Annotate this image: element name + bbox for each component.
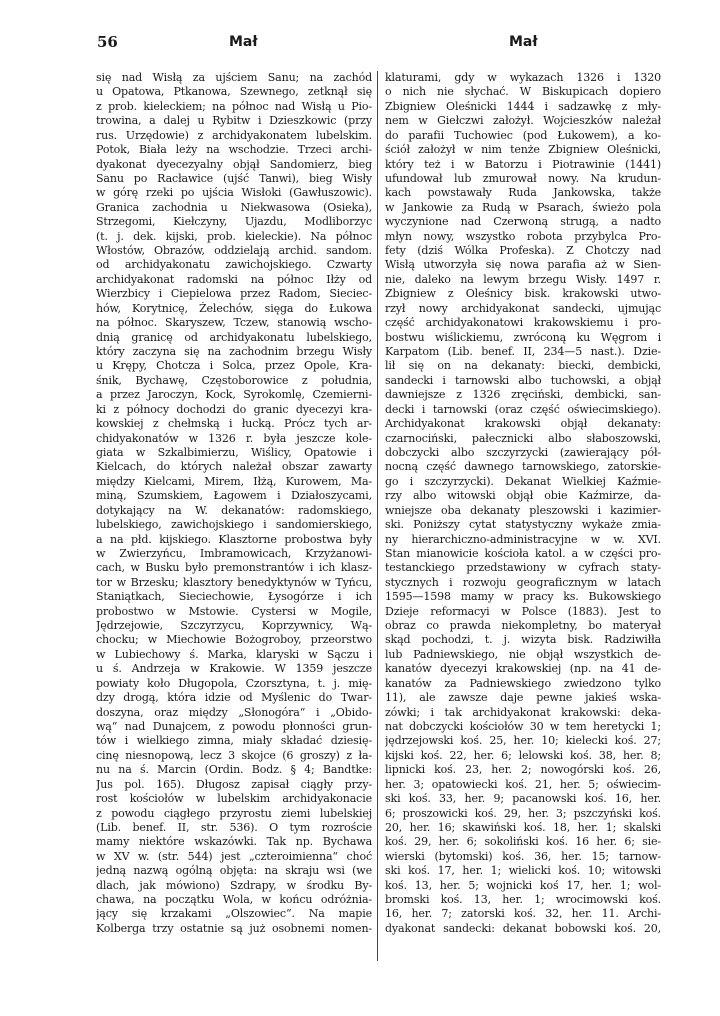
text-line: Strzegomi, Kiełczyny, Ujazdu, Modliborzyc [96,215,372,229]
text-line: dzy drogą, która idzie od Myślenic do Twar- [96,691,372,705]
text-line: w Zwierzyńcu, Imbramowicach, Krzyżanowi- [96,546,372,560]
text-line: lił się on na dekanaty: biecki, dembicki, [385,359,661,373]
text-line: rost kościołów w lubelskim archidyakonacie [96,792,372,806]
text-line: u Opatowa, Ptkanowa, Szewnego, zetknął się [96,85,372,99]
text-line: dyakonat dyecezyalny objął Sandomierz, bieg [96,157,372,171]
text-line: Potok, Biała leży na wschodzie. Trzeci archi- [96,143,372,157]
text-line: Sanu po Racławice (ujść Tanwi), bieg Wisły [96,171,372,185]
text-line: rus. Urzędowie) z archidyakonatem lubelskim. [96,128,372,142]
text-line: archidyakonat radomski na północ Iłży od [96,272,372,286]
text-line: do parafii Tuchowiec (pod Łukowem), a ko- [385,128,661,142]
text-line: go i szczyrzycki). Dekanat Wielkiej Kaźmie- [385,474,661,488]
text-line: który zaczyna się na zachodnim brzegu Wisły [96,345,372,359]
text-line: (Lib. benef. II, str. 536). O tym rozroście [96,820,372,834]
text-line: kanatów za Padniewskiego zwiedzono tylko [385,676,661,690]
text-line: ściół założył w nim tenże Zbigniew Oleśnicki, [385,143,661,157]
text-line: Jędrzejowie, Szczyrzycu, Koprzywnicy, Wą- [96,619,372,633]
text-line: cach, w Busku było premonstrantów i ich klasz- [96,561,372,575]
text-line: wą“ nad Dunajcem, z powodu płonności grun- [96,719,372,733]
text-line: 6; proszowicki koś. 29, her. 3; pszczyński koś. [385,806,661,820]
text-line: Dzieje reformacyi w Polsce (1883). Jest to [385,604,661,618]
text-line: a na płd. kijskiego. Klasztorne probostwa były [96,532,372,546]
text-line: nem w Giełczwi założył. Wojcieszków należał [385,114,661,128]
text-line: 1595—1598 mamy w pracy ks. Bukowskiego [385,590,661,604]
text-line: Zbigniew z Oleśnicy bisk. krakowski utwo- [385,287,661,301]
text-line: między Kielcami, Mirem, Iłżą, Kurowem, Ma- [96,474,372,488]
text-line: Wisłą utworzyła się nowa parafia aż w Sien- [385,258,661,272]
text-line: rzył nowy archidyakonat sandecki, ujmując [385,301,661,315]
text-line: w górę rzeki po ujścia Wisłoki (Gawłuszowic). [96,186,372,200]
text-line: ski koś. 17, her. 1; wielicki koś. 10; witowski [385,864,661,878]
text-line: Archidyakonat krakowski objął dekanaty: [385,417,661,431]
text-line: mamy niektóre wskazówki. Tak np. Bychawa [96,835,372,849]
text-line: chidyakonatów w 1326 r. była jeszcze kole- [96,431,372,445]
text-line: lub Padniewskiego, nie objął wszystkich de- [385,647,661,661]
column-divider [377,71,378,961]
text-line: Granica zachodnia u Niekwasowa (Osieka), [96,200,372,214]
text-line: dlach, jak mówiono) Szdrapy, w środku By- [96,878,372,892]
text-line: kowskiej z chełmską i łucką. Prócz tych ar- [96,417,372,431]
text-line: her. 3; opatowiecki koś. 21, her. 5; oświecim- [385,777,661,791]
text-line: rzy albo witowski objął obie Kaźmirze, da- [385,489,661,503]
page-number: 56 [97,33,118,51]
text-line: Stan mianowicie kościoła katol. a w części pro- [385,546,661,560]
text-line: miną, Szumskiem, Łagowem i Działoszycami, [96,489,372,503]
text-line: u ś. Andrzeja w Krakowie. W 1359 jeszcze [96,662,372,676]
text-line: giata w Szkalbimierzu, Wiślicy, Opatowie i [96,445,372,459]
text-line: doszyna, oraz między „Słonogóra“ i „Obido- [96,705,372,719]
text-line: z prob. kieleckiem; na północ nad Wisłą u Pio- [96,99,372,113]
text-line: koś. 13, her. 5; wojnicki koś 17, her. 1; wol- [385,878,661,892]
text-line: Włostów, Obrazów, oddzielają archid. sandom. [96,244,372,258]
text-line: Jus pol. 165). Długosz zapisał ciągły przy- [96,777,372,791]
text-line: dotykający na W. dekanatów: radomskiego, [96,503,372,517]
text-line: który też i w Batorzu i Piotrawinie (1441) [385,157,661,171]
text-line: w XV w. (str. 544) jest „czteroimienna“ choć [96,849,372,863]
text-line: tów i wielkiego zimna, miały składać dziesię- [96,734,372,748]
text-line: 20, her. 16; skawiński koś. 18, her. 1; skalski [385,820,661,834]
text-line: stycznych i rozwoju geograficznym w latach [385,575,661,589]
text-line: Kielcach, do których należał obszar zawarty [96,460,372,474]
text-line: lipnicki koś. 23, her. 2; nowogórski koś. 26, [385,763,661,777]
text-line: się nad Wisłą za ujściem Sanu; na zachód [96,71,372,84]
text-line: o nich nie słychać. W Biskupicach dopiero [385,85,661,99]
text-line: kach powstawały Ruda Jankowska, także [385,186,661,200]
text-line: fety (dziś Wólka Profeska). Z Chotczy nad [385,244,661,258]
text-line: Staniątkach, Sieciechowie, Łysogórze i ich [96,590,372,604]
text-line: Zbigniew Oleśnicki 1444 i sadzawkę z mły- [385,99,661,113]
text-line: czarnociński, pałecznicki albo słaboszowski, [385,431,661,445]
text-line: nocną część dawnego tarnowskiego, zatorskie- [385,460,661,474]
text-line: ny hierarchiczno-administracyjne w w. XVI. [385,532,661,546]
text-line: tor w Brzesku; klasztory benedyktynów w Tyńcu, [96,575,372,589]
text-line: od archidyakonatu zawichojskiego. Czwarty [96,258,372,272]
text-line: część archidyakonatowi krakowskiemu i pro- [385,316,661,330]
text-line: u Krępy, Chotcza i Solca, przez Opole, Kra- [96,359,372,373]
text-line: kanatów dyecezyi krakowskiej (np. na 41 de- [385,662,661,676]
text-line: hów, Korytnicę, Żelechów, sięga do Łukowa [96,301,372,315]
text-line: 11), ale zawsze daje pewne jakieś wska- [385,691,661,705]
text-line: jący się krzakami „Olszowiec“. Na mapie [96,907,372,921]
text-line: Wierzbicy i Ciepielowa przez Radom, Sieciec- [96,287,372,301]
text-line: wyczynione nad Czerwoną strugą, a nadto [385,215,661,229]
text-line: Karpatom (Lib. benef. II, 234—5 nast.). Dzie- [385,345,661,359]
text-line: ski. Poniższy cytat statystyczny wykaże zmia- [385,518,661,532]
text-line: bostwu wiślickiemu, zwróconą ku Węgrom i [385,330,661,344]
text-line: lubelskiego, zawichojskiego i sandomierskiego, [96,518,372,532]
text-line: bromski koś. 13, her. 1; wrocimowski koś. [385,893,661,907]
text-line: kijski koś. 22, her. 6; lelowski koś. 38, her. 8; [385,748,661,762]
text-line: ufundował lub zmurował nowy. Na krudun- [385,171,661,185]
running-head-right: Mał [509,34,538,50]
text-line: nat dobczycki kościołów 30 w tem heretycki 1; [385,719,661,733]
text-line: jedną nazwą ogólną objęta: na skraju wsi (we [96,864,372,878]
text-line: sandecki i tarnowski albo tuchowski, a objął [385,373,661,387]
text-line: dobczycki albo szczyrzycki (zawierający pół- [385,445,661,459]
text-line: obraz co prawda niekompletny, bo materyał [385,619,661,633]
text-line: zówki; i tak archidyakonat krakowski: deka- [385,705,661,719]
text-line: (t. j. dek. kijski, prob. kieleckie). Na północ [96,229,372,243]
text-line: nu na ś. Marcin (Ordin. Bodz. § 4; Bandtke: [96,763,372,777]
text-line: w Lubiechowy ś. Marka, klaryski w Sączu i [96,647,372,661]
text-line: na północ. Skaryszew, Tczew, stanowią wscho- [96,316,372,330]
text-line: decki i tarnowski (oraz część oświecimskiego). [385,402,661,416]
text-line: 16, her. 7; zatorski koś. 32, her. 11. Archi- [385,907,661,921]
text-line: z powodu ciągłego przyrostu ziemi lubelskiej [96,806,372,820]
text-line: koś. 29, her. 6; sokoliński koś. 16 her. 6; sie- [385,835,661,849]
text-line: chocku; w Miechowie Bożogroboy, przeorstwo [96,633,372,647]
right-column [385,71,661,971]
text-line: a przez Jaroczyn, Kock, Syrokomlę, Czemierni- [96,388,372,402]
text-line: nie, daleko na lewym brzegu Wisły. 1497 r. [385,272,661,286]
page-header [0,33,720,57]
text-line: skąd pochodzi, t. j. wizyta bisk. Radziwiłła [385,633,661,647]
text-line: probostwo w Mstowie. Cystersi w Mogile, [96,604,372,618]
text-line: w Jankowie za Rudą w Psarach, świeżo pola [385,200,661,214]
text-line: klaturami, gdy w wykazach 1326 i 1320 [385,71,661,84]
text-line: śnik, Bychawę, Częstoborowice z południa, [96,373,372,387]
text-line: wniejsze oba dekanaty pleszowski i kazimier- [385,503,661,517]
text-line: dnią granicę od archidyakonatu lubelskiego, [96,330,372,344]
text-line: jędrzejowski koś. 25, her. 10; kielecki koś. 27; [385,734,661,748]
text-line: ki z północy dochodzi do granic dyecezyi kra- [96,402,372,416]
left-column [96,71,372,971]
text-line: dawniejsze z 1326 zręciński, dembicki, san- [385,388,661,402]
text-line: dyakonat sandecki: dekanat bobowski koś. 20, [385,921,661,935]
text-line: ski koś. 33, her. 9; pacanowski koś. 16, her. [385,792,661,806]
text-line: cinę niesnopową, lecz 3 skojce (6 groszy) z ła- [96,748,372,762]
text-line: chawa, na początku Wola, w końcu odróżnia- [96,893,372,907]
text-line: testanckiego przedstawiony w cyfrach staty- [385,561,661,575]
text-line: wierski (bytomski) koś. 36, her. 15; tarnow- [385,849,661,863]
text-line: młyn nowy, wszystko robota przybylca Pro- [385,229,661,243]
text-line: powiaty koło Długopola, Czorsztyna, t. j. mię- [96,676,372,690]
text-line: trowina, a dalej u Rybitw i Dzieszkowic (przy [96,114,372,128]
running-head-left: Mał [229,34,258,50]
text-line: Kolberga trzy ostatnie są już osobnemi nomen- [96,921,372,935]
